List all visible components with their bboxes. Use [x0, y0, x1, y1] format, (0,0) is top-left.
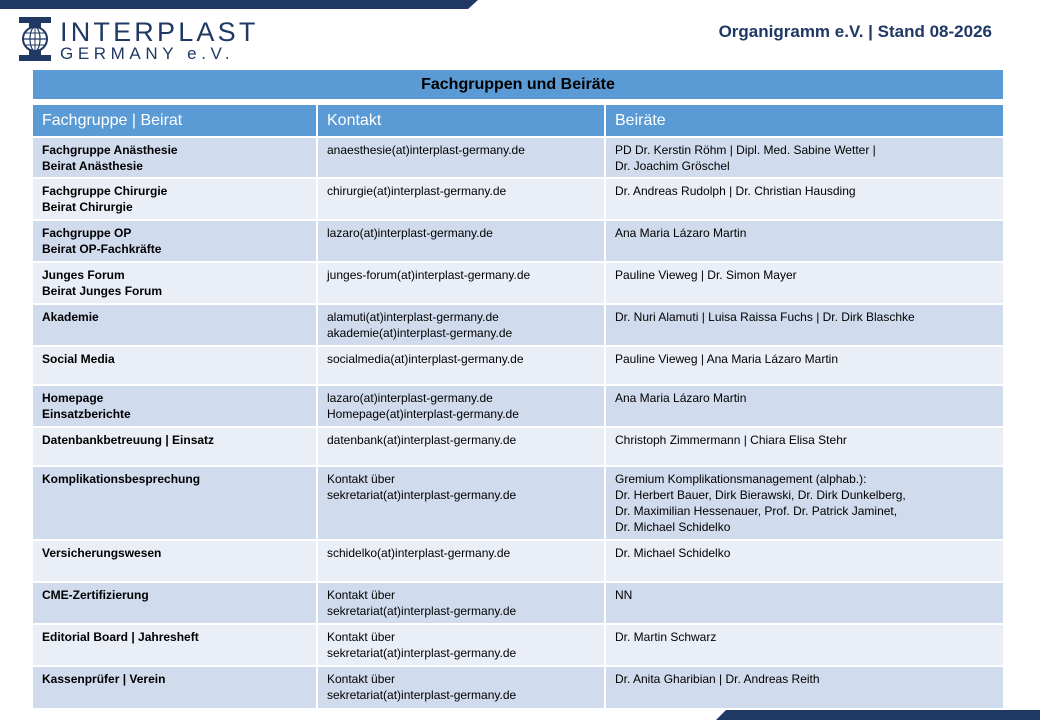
contact-cell-line: Kontakt über: [327, 472, 396, 486]
members-cell: [605, 427, 1003, 466]
contact-cell-line: schidelko(at)interplast-germany.de: [327, 546, 511, 560]
logo-wordmark-bottom: GERMANY e.V.: [60, 44, 235, 63]
members-cell: [605, 624, 1003, 666]
name-cell-line: Kassenprüfer | Verein: [42, 672, 166, 686]
name-cell-line: CME-Zertifizierung: [42, 588, 149, 602]
contact-cell-line: sekretariat(at)interplast-germany.de: [327, 604, 517, 618]
contact-cell: [317, 137, 605, 178]
members-cell: [605, 540, 1003, 582]
contact-cell: [317, 385, 605, 427]
table-row: [33, 666, 1003, 708]
name-cell-line: Fachgruppe OP: [42, 226, 132, 240]
name-cell: [33, 304, 317, 346]
interplast-logo: [18, 17, 268, 63]
contact-cell-line: lazaro(at)interplast-germany.de: [327, 226, 493, 240]
members-cell: [605, 666, 1003, 708]
name-cell: [33, 220, 317, 262]
table-row: [33, 262, 1003, 304]
contact-cell-line: akademie(at)interplast-germany.de: [327, 326, 513, 340]
contact-cell-line: alamuti(at)interplast-germany.de: [327, 310, 499, 324]
table-row: [33, 582, 1003, 624]
contact-cell-line: Kontakt über: [327, 672, 396, 686]
table-row: [33, 137, 1003, 178]
members-cell-line: Pauline Vieweg | Ana Maria Lázaro Martin: [615, 352, 839, 366]
members-cell-line: Dr. Maximilian Hessenauer, Prof. Dr. Patrick Jaminet,: [615, 504, 898, 518]
members-cell: [605, 466, 1003, 540]
contact-cell-line: Kontakt über: [327, 630, 396, 644]
table-row: [33, 220, 1003, 262]
name-cell-line: Junges Forum: [42, 268, 125, 282]
name-cell: [33, 582, 317, 624]
name-cell-line: Editorial Board | Jahresheft: [42, 630, 199, 644]
name-cell-line: Fachgruppe Chirurgie: [42, 184, 168, 198]
members-cell-line: Dr. Joachim Gröschel: [615, 159, 730, 173]
name-cell-line: Social Media: [42, 352, 115, 366]
members-cell-line: Dr. Martin Schwarz: [615, 630, 717, 644]
table-row: [33, 466, 1003, 540]
members-cell-line: Dr. Michael Schidelko: [615, 520, 731, 534]
table-row: [33, 178, 1003, 220]
logo-wordmark-top: INTERPLAST: [60, 17, 259, 47]
name-cell: [33, 624, 317, 666]
members-cell: [605, 220, 1003, 262]
members-cell: [605, 137, 1003, 178]
name-cell-line: Beirat Junges Forum: [42, 284, 163, 298]
name-cell: [33, 427, 317, 466]
name-cell-line: Komplikationsbesprechung: [42, 472, 201, 486]
members-cell: [605, 346, 1003, 385]
contact-cell: [317, 346, 605, 385]
members-cell-line: Dr. Andreas Rudolph | Dr. Christian Hausding: [615, 184, 856, 198]
members-cell-line: Ana Maria Lázaro Martin: [615, 391, 747, 405]
contact-cell: [317, 666, 605, 708]
name-cell: [33, 666, 317, 708]
name-cell: [33, 346, 317, 385]
contact-cell: [317, 262, 605, 304]
contact-cell-line: sekretariat(at)interplast-germany.de: [327, 488, 517, 502]
members-cell-line: Christoph Zimmermann | Chiara Elisa Stehr: [615, 433, 847, 447]
name-cell-line: Einsatzberichte: [42, 407, 131, 421]
table-row: [33, 346, 1003, 385]
name-cell-line: Beirat Chirurgie: [42, 200, 133, 214]
contact-cell-line: sekretariat(at)interplast-germany.de: [327, 688, 517, 702]
members-cell-line: Dr. Herbert Bauer, Dirk Bierawski, Dr. Dirk Dunkelberg,: [615, 488, 906, 502]
name-cell: [33, 385, 317, 427]
document-title: Organigramm e.V. | Stand 08-2026: [718, 22, 992, 41]
members-cell: [605, 385, 1003, 427]
table-row: [33, 304, 1003, 346]
table-row: [33, 540, 1003, 582]
name-cell-line: Akademie: [42, 310, 99, 324]
members-cell-line: Pauline Vieweg | Dr. Simon Mayer: [615, 268, 797, 282]
name-cell-line: Datenbankbetreuung | Einsatz: [42, 433, 215, 447]
column-header-kontakt: Kontakt: [317, 105, 605, 137]
members-cell: [605, 178, 1003, 220]
name-cell-line: Beirat Anästhesie: [42, 159, 143, 173]
members-cell-line: PD Dr. Kerstin Röhm | Dipl. Med. Sabine Wetter |: [615, 143, 876, 157]
fachgruppen-table: [33, 105, 1003, 708]
members-cell-line: Dr. Michael Schidelko: [615, 546, 731, 560]
members-cell-line: Dr. Nuri Alamuti | Luisa Raissa Fuchs | Dr. Dirk Blaschke: [615, 310, 915, 324]
contact-cell: [317, 466, 605, 540]
name-cell: [33, 137, 317, 178]
contact-cell: [317, 178, 605, 220]
globe-column-icon: [18, 17, 52, 61]
members-cell: [605, 304, 1003, 346]
table-row: [33, 427, 1003, 466]
members-cell-line: NN: [615, 588, 633, 602]
name-cell: [33, 178, 317, 220]
contact-cell-line: junges-forum(at)interplast-germany.de: [327, 268, 531, 282]
bottom-accent-bar: [716, 710, 1040, 720]
table-row: [33, 624, 1003, 666]
table-body: [33, 137, 1003, 708]
contact-cell: [317, 220, 605, 262]
contact-cell: [317, 624, 605, 666]
name-cell-line: Homepage: [42, 391, 104, 405]
contact-cell-line: chirurgie(at)interplast-germany.de: [327, 184, 507, 198]
members-cell: [605, 582, 1003, 624]
contact-cell-line: datenbank(at)interplast-germany.de: [327, 433, 517, 447]
name-cell-line: Fachgruppe Anästhesie: [42, 143, 178, 157]
top-accent-bar: [0, 0, 478, 9]
name-cell-line: Beirat OP-Fachkräfte: [42, 242, 162, 256]
name-cell: [33, 466, 317, 540]
table-row: [33, 385, 1003, 427]
contact-cell: [317, 540, 605, 582]
members-cell: [605, 262, 1003, 304]
contact-cell-line: anaesthesie(at)interplast-germany.de: [327, 143, 525, 157]
name-cell: [33, 262, 317, 304]
column-header-fachgruppe: Fachgruppe | Beirat: [33, 105, 317, 137]
contact-cell-line: sekretariat(at)interplast-germany.de: [327, 646, 517, 660]
contact-cell-line: lazaro(at)interplast-germany.de: [327, 391, 493, 405]
section-title: Fachgruppen und Beiräte: [33, 70, 1003, 99]
name-cell-line: Versicherungswesen: [42, 546, 162, 560]
name-cell: [33, 540, 317, 582]
contact-cell: [317, 427, 605, 466]
members-cell-line: Ana Maria Lázaro Martin: [615, 226, 747, 240]
contact-cell-line: Homepage(at)interplast-germany.de: [327, 407, 519, 421]
contact-cell: [317, 304, 605, 346]
members-cell-line: Gremium Komplikationsmanagement (alphab.):: [615, 472, 867, 486]
members-cell-line: Dr. Anita Gharibian | Dr. Andreas Reith: [615, 672, 820, 686]
contact-cell-line: socialmedia(at)interplast-germany.de: [327, 352, 524, 366]
contact-cell-line: Kontakt über: [327, 588, 396, 602]
contact-cell: [317, 582, 605, 624]
column-header-beiraete: Beiräte: [605, 105, 1003, 137]
table-header-row: [33, 105, 1003, 137]
